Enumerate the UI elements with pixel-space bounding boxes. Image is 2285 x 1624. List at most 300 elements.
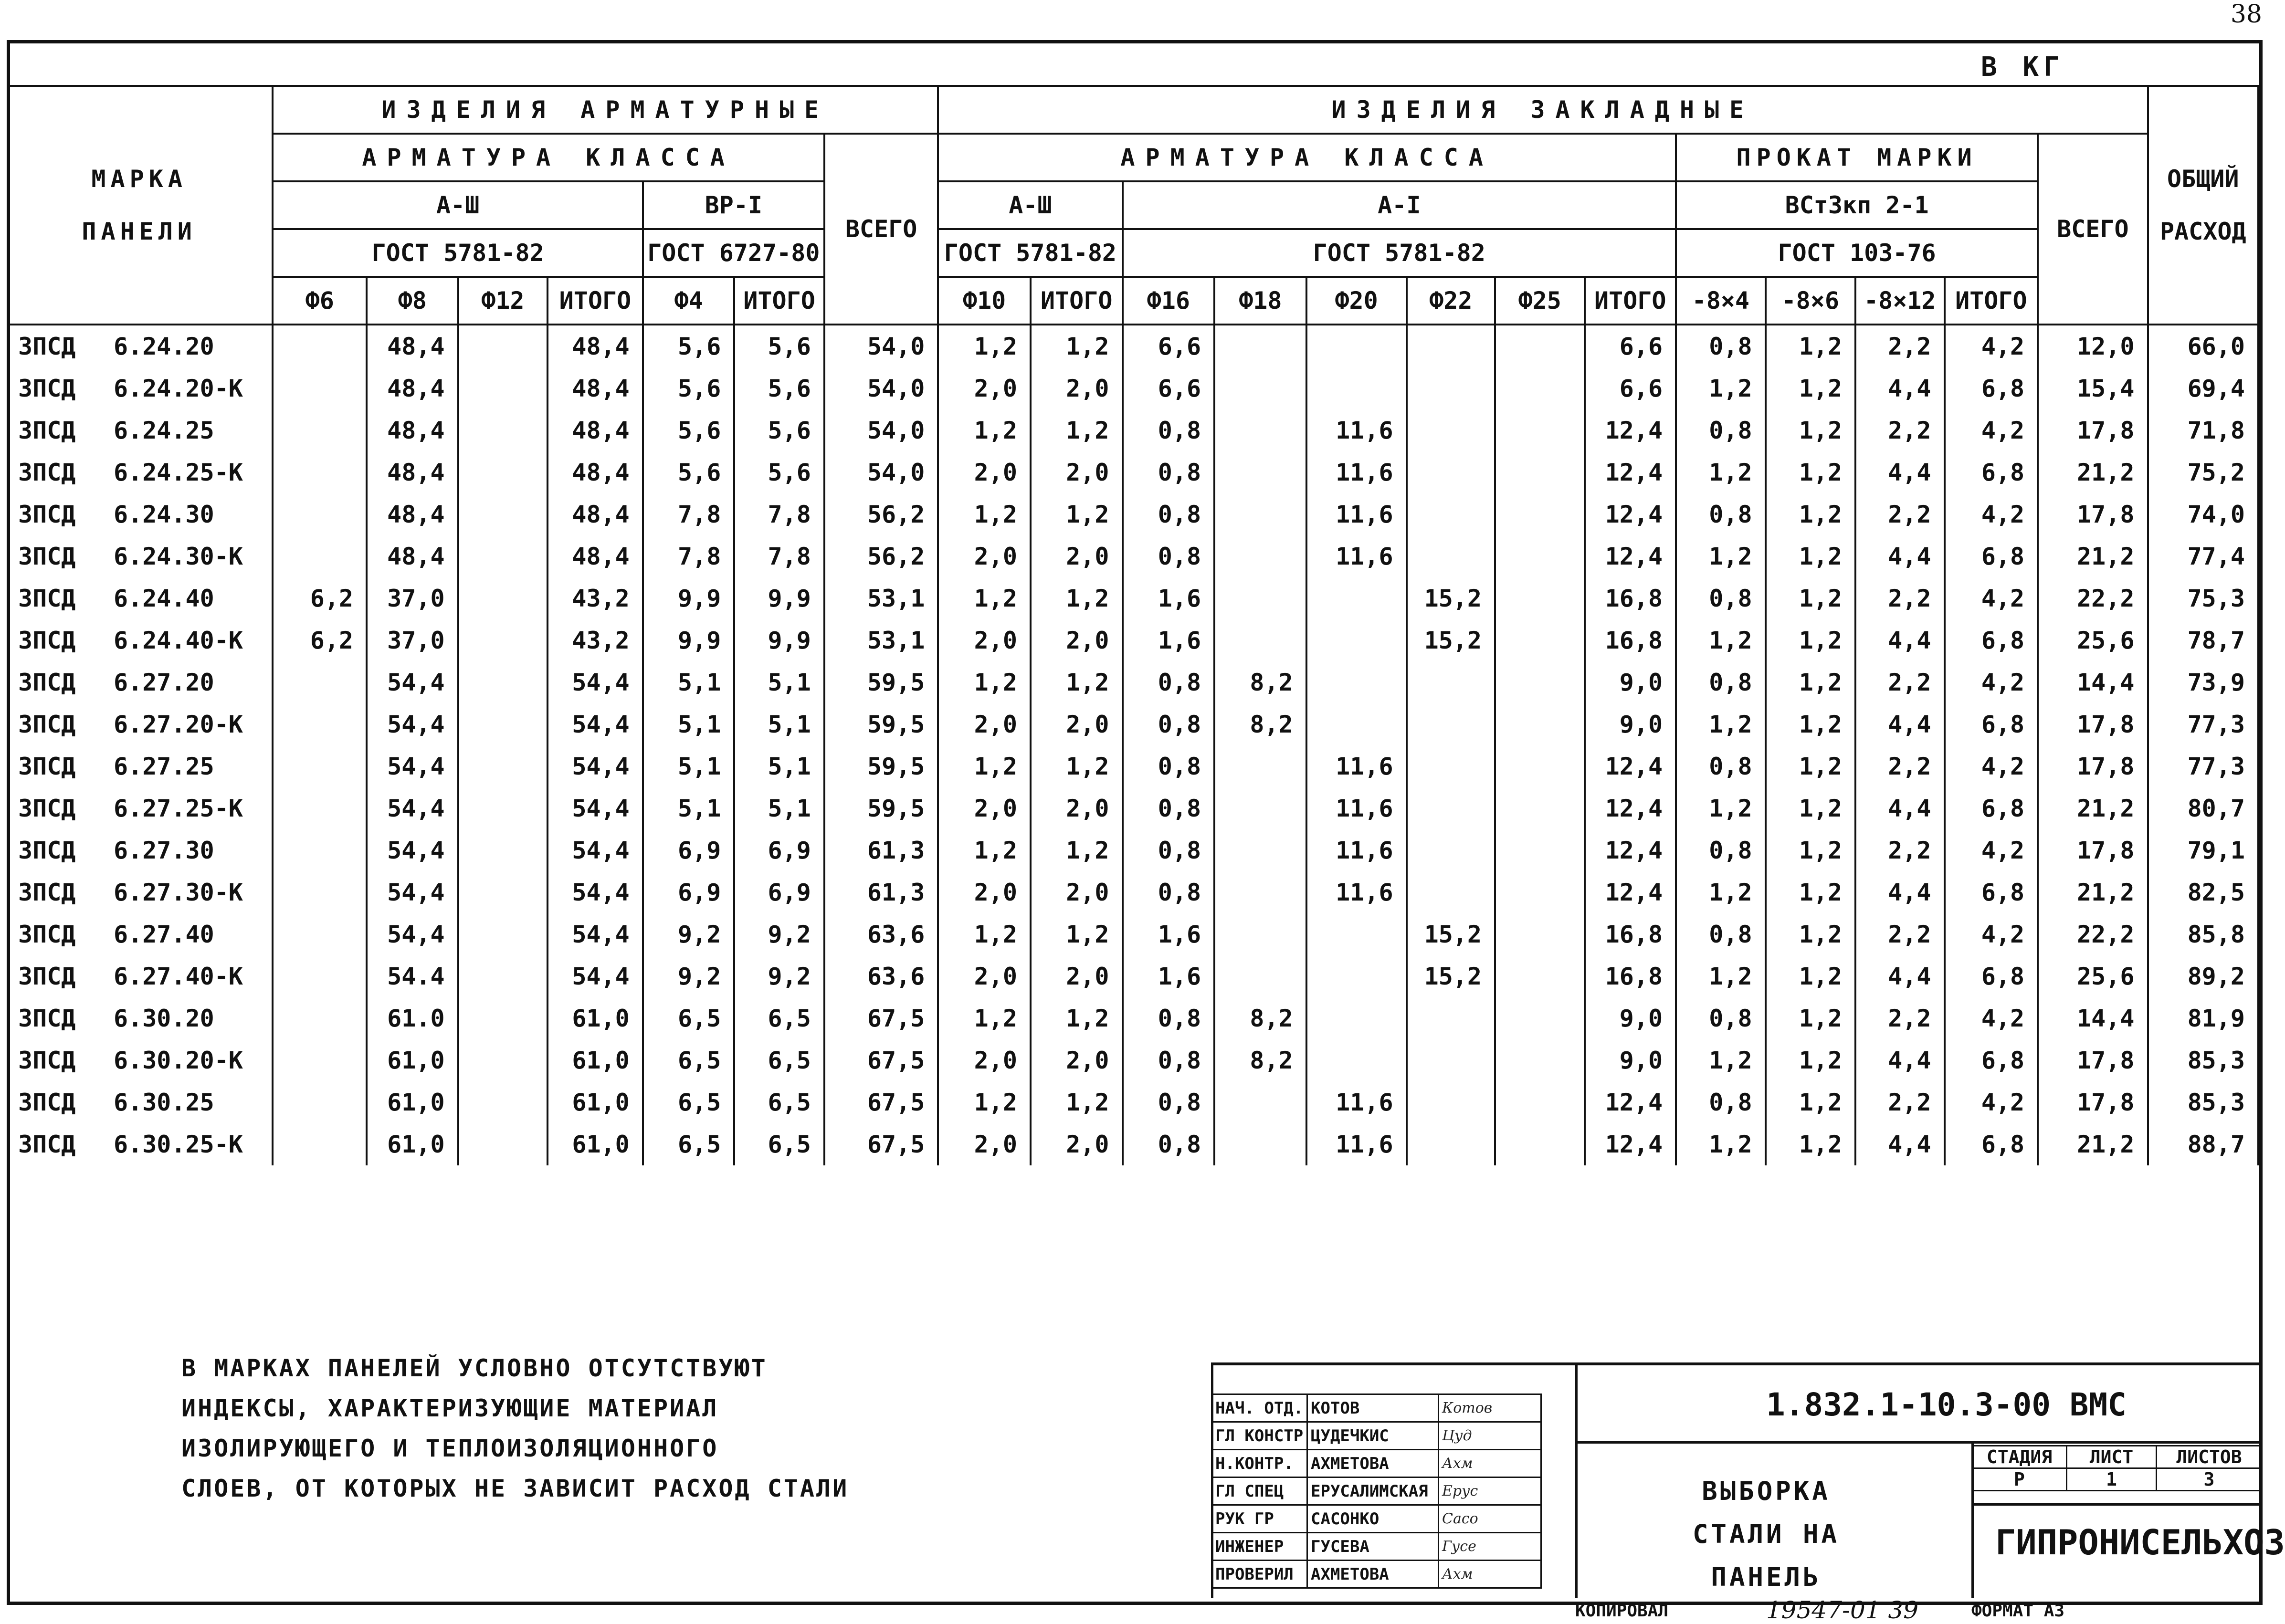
cell-value (1495, 325, 1584, 367)
cell-value (273, 997, 367, 1039)
cell-value: 9,2 (734, 955, 824, 997)
col-8x12: -8×12 (1855, 277, 1944, 325)
cell-value: 11,6 (1306, 1081, 1407, 1123)
sheet-label: ЛИСТ (2067, 1446, 2157, 1468)
table-row (7, 1123, 2258, 1165)
cell-value: 48,4 (367, 535, 458, 577)
mark-code: 6.27.40 (114, 921, 214, 948)
stage-label: СТАДИЯ (1972, 1446, 2067, 1468)
header-arm-klassa-2: АРМАТУРА КЛАССА (938, 134, 1676, 181)
cell-value: 4,4 (1855, 535, 1944, 577)
cell-value: 11,6 (1306, 451, 1407, 493)
cell-value: 48,4 (367, 325, 458, 367)
cell-value: 11,6 (1306, 787, 1407, 829)
table-row (7, 577, 2258, 619)
cell-mark (7, 787, 273, 829)
cell-value: 17,8 (2038, 703, 2148, 745)
cell-value (1407, 1123, 1495, 1165)
cell-value: 1,2 (1766, 913, 1856, 955)
cell-value: 1,2 (1766, 1081, 1856, 1123)
cell-value: 0,8 (1123, 1081, 1215, 1123)
cell-mark (7, 829, 273, 871)
cell-value: 4,2 (1945, 829, 2038, 871)
cell-value: 6,9 (643, 829, 735, 871)
table-row (7, 619, 2258, 661)
mark-code: 6.24.40 (114, 585, 214, 612)
cell-mark (7, 1123, 273, 1165)
cell-value: 17,8 (2038, 1039, 2148, 1081)
cell-value (1495, 1123, 1584, 1165)
cell-value: 6,8 (1945, 871, 2038, 913)
cell-value: 7,8 (734, 493, 824, 535)
cell-value: 12,0 (2038, 325, 2148, 367)
signature-name: АХМЕТОВА (1307, 1561, 1439, 1588)
col-itogo-a1: ИТОГО (1585, 277, 1676, 325)
sheet-value: 1 (2067, 1468, 2157, 1491)
cell-value (458, 1039, 548, 1081)
cell-value: 43,2 (548, 619, 643, 661)
mark-code: 6.30.25 (114, 1089, 214, 1116)
cell-value (1214, 325, 1306, 367)
cell-value: 1,2 (1766, 493, 1856, 535)
cell-value: 6,5 (643, 1123, 735, 1165)
cell-value: 1,2 (1031, 493, 1123, 535)
note-line: СЛОЕВ, ОТ КОТОРЫХ НЕ ЗАВИСИТ РАСХОД СТАЛИ (181, 1475, 849, 1502)
cell-value (1407, 661, 1495, 703)
cell-value (1214, 1081, 1306, 1123)
cell-value: 2,0 (1031, 619, 1123, 661)
cell-value: 6,8 (1945, 535, 2038, 577)
cell-value: 63,6 (824, 913, 938, 955)
table-row (7, 1081, 2258, 1123)
cell-value: 0,8 (1676, 829, 1765, 871)
col-itogo-bp: ИТОГО (734, 277, 824, 325)
stage-table (1971, 1445, 2263, 1491)
cell-value: 0,8 (1676, 577, 1765, 619)
mark-code: 6.30.20-К (114, 1047, 243, 1074)
cell-value: 2,0 (1031, 871, 1123, 913)
cell-value: 48,4 (548, 451, 643, 493)
cell-value: 54,4 (367, 661, 458, 703)
cell-value: 54,4 (548, 703, 643, 745)
cell-value: 61,0 (548, 997, 643, 1039)
cell-value (1214, 367, 1306, 409)
cell-value (458, 703, 548, 745)
cell-value (1407, 451, 1495, 493)
sheets-value: 3 (2157, 1468, 2262, 1491)
cell-value: 67,5 (824, 997, 938, 1039)
cell-value: 2,0 (1031, 787, 1123, 829)
note (181, 1348, 849, 1509)
cell-value: 6,8 (1945, 787, 2038, 829)
cell-value (1407, 829, 1495, 871)
cell-value: 2,2 (1855, 997, 1944, 1039)
cell-value (1306, 955, 1407, 997)
signature-sign: Котов (1439, 1394, 1541, 1422)
cell-value: 89,2 (2148, 955, 2259, 997)
cell-value (458, 871, 548, 913)
cell-value: 0,8 (1676, 913, 1765, 955)
cell-value (1495, 829, 1584, 871)
cell-value: 1,2 (1031, 409, 1123, 451)
cell-value: 1,6 (1123, 619, 1215, 661)
signature-name: ГУСЕВА (1307, 1533, 1439, 1561)
cell-value: 0,8 (1123, 493, 1215, 535)
cell-value (458, 745, 548, 787)
cell-value: 5,1 (643, 787, 735, 829)
inventory-number: 19547-01 39 (1766, 1596, 1919, 1624)
cell-value: 0,8 (1676, 997, 1765, 1039)
cell-value (1495, 493, 1584, 535)
mark-series: 3ПСД (18, 375, 76, 402)
mark-series: 3ПСД (18, 711, 76, 738)
cell-value (1214, 787, 1306, 829)
table-row (7, 745, 2258, 787)
stamp-hline-1 (1575, 1441, 2259, 1444)
signature-role: ИНЖЕНЕР (1212, 1533, 1307, 1561)
cell-value: 6,5 (734, 1039, 824, 1081)
cell-value (273, 745, 367, 787)
cell-value: 1,2 (1031, 913, 1123, 955)
cell-value: 4,4 (1855, 871, 1944, 913)
organization: ГИПРОНИСЕЛЬХОЗ (1995, 1522, 2285, 1562)
col-header-obshchiy: ОБЩИЙ РАСХОД (2148, 86, 2259, 325)
cell-value: 22,2 (2038, 913, 2148, 955)
cell-value (458, 1123, 548, 1165)
cell-value: 67,5 (824, 1039, 938, 1081)
header-vst: ВСт3кп 2-1 (1676, 181, 2038, 229)
cell-mark (7, 493, 273, 535)
cell-value: 77,4 (2148, 535, 2259, 577)
col-itogo-prokat: ИТОГО (1945, 277, 2038, 325)
stage-value: Р (1972, 1468, 2067, 1491)
cell-value (1407, 493, 1495, 535)
cell-value (273, 913, 367, 955)
mark-code: 6.24.25-К (114, 459, 243, 486)
mark-series: 3ПСД (18, 669, 76, 696)
mark-series: 3ПСД (18, 627, 76, 654)
cell-value (458, 1081, 548, 1123)
cell-value: 61,0 (548, 1039, 643, 1081)
table-row (7, 409, 2258, 451)
cell-value: 1,2 (938, 1081, 1031, 1123)
note-line: ИЗОЛИРУЮЩЕГО И ТЕПЛОИЗОЛЯЦИОННОГО (181, 1435, 719, 1462)
cell-value: 54,4 (367, 787, 458, 829)
header-bp1: ВР-I (643, 181, 824, 229)
gost-6727: ГОСТ 6727-80 (643, 229, 824, 277)
note-line: ИНДЕКСЫ, ХАРАКТЕРИЗУЮЩИЕ МАТЕРИАЛ (181, 1394, 719, 1422)
cell-value: 48,4 (548, 325, 643, 367)
cell-value: 11,6 (1306, 829, 1407, 871)
cell-value: 12,4 (1585, 787, 1676, 829)
cell-value: 0,8 (1123, 1039, 1215, 1081)
cell-value: 2,0 (1031, 367, 1123, 409)
mark-series: 3ПСД (18, 879, 76, 906)
header-izdelia-zakl: ИЗДЕЛИЯ ЗАКЛАДНЫЕ (938, 86, 2148, 134)
cell-value: 16,8 (1585, 913, 1676, 955)
cell-value: 9,9 (643, 619, 735, 661)
cell-value: 5,6 (643, 451, 735, 493)
cell-value (1214, 493, 1306, 535)
cell-value: 9,0 (1585, 703, 1676, 745)
cell-value: 14,4 (2038, 661, 2148, 703)
cell-value: 0,8 (1123, 661, 1215, 703)
mark-series: 3ПСД (18, 1131, 76, 1158)
cell-value: 0,8 (1676, 325, 1765, 367)
mark-series: 3ПСД (18, 753, 76, 780)
cell-value: 1,2 (1766, 1123, 1856, 1165)
cell-value (1407, 871, 1495, 913)
cell-value: 61,3 (824, 871, 938, 913)
col-8x4: -8×4 (1676, 277, 1765, 325)
mark-series: 3ПСД (18, 501, 76, 528)
cell-mark (7, 535, 273, 577)
cell-value: 48,4 (548, 535, 643, 577)
cell-value: 6,9 (734, 829, 824, 871)
header-izdelia-arm: ИЗДЕЛИЯ АРМАТУРНЫЕ (273, 86, 938, 134)
signature-sign: Ахм (1439, 1450, 1541, 1477)
cell-value (1495, 577, 1584, 619)
cell-value: 2,2 (1855, 493, 1944, 535)
steel-table (7, 85, 2259, 1165)
signature-row (1212, 1561, 1541, 1588)
cell-mark (7, 703, 273, 745)
cell-value: 2,2 (1855, 577, 1944, 619)
cell-value: 6,6 (1585, 325, 1676, 367)
cell-value: 61,0 (367, 1039, 458, 1081)
cell-value (273, 1039, 367, 1081)
cell-value: 0,8 (1123, 703, 1215, 745)
cell-value: 4,2 (1945, 661, 2038, 703)
cell-value: 6,9 (643, 871, 735, 913)
mark-series: 3ПСД (18, 543, 76, 570)
cell-value: 1,2 (1766, 451, 1856, 493)
cell-value: 5,6 (643, 325, 735, 367)
stamp-hline-2 (1971, 1503, 2259, 1506)
cell-value: 21,2 (2038, 871, 2148, 913)
cell-value (1214, 829, 1306, 871)
cell-value: 54,0 (824, 451, 938, 493)
cell-value (1306, 325, 1407, 367)
cell-value: 2,2 (1855, 1081, 1944, 1123)
cell-value: 9,2 (734, 913, 824, 955)
cell-value (1495, 451, 1584, 493)
cell-value: 1,2 (938, 325, 1031, 367)
mark-series: 3ПСД (18, 963, 76, 990)
cell-value (273, 1123, 367, 1165)
cell-value: 6,8 (1945, 619, 2038, 661)
cell-value: 1,2 (1766, 745, 1856, 787)
cell-value: 54,4 (367, 871, 458, 913)
table-row (7, 451, 2258, 493)
cell-value: 56,2 (824, 535, 938, 577)
cell-value: 48,4 (367, 409, 458, 451)
cell-value: 1,2 (1766, 325, 1856, 367)
cell-value: 4,4 (1855, 1123, 1944, 1165)
cell-value: 48,4 (548, 409, 643, 451)
cell-value: 5,6 (643, 367, 735, 409)
cell-value: 71,8 (2148, 409, 2259, 451)
mark-code: 6.27.20-К (114, 711, 243, 738)
cell-value: 4,4 (1855, 1039, 1944, 1081)
cell-value: 15,2 (1407, 577, 1495, 619)
signature-row (1212, 1394, 1541, 1422)
cell-value: 1,2 (1031, 325, 1123, 367)
cell-value (1214, 535, 1306, 577)
cell-value: 56,2 (824, 493, 938, 535)
cell-value: 12,4 (1585, 745, 1676, 787)
cell-value: 9,2 (643, 955, 735, 997)
cell-mark (7, 913, 273, 955)
header-vsego-2: ВСЕГО (2038, 134, 2148, 325)
mark-series: 3ПСД (18, 459, 76, 486)
cell-value: 54,4 (548, 661, 643, 703)
cell-value: 6,5 (734, 1081, 824, 1123)
cell-mark (7, 871, 273, 913)
cell-value: 0,8 (1123, 787, 1215, 829)
cell-mark (7, 955, 273, 997)
cell-value: 75,3 (2148, 577, 2259, 619)
mark-code: 6.27.25 (114, 753, 214, 780)
cell-value: 59,5 (824, 787, 938, 829)
mark-series: 3ПСД (18, 795, 76, 822)
doc-code: 1.832.1-10.3-00 ВМС (1766, 1386, 2127, 1423)
cell-value (1495, 535, 1584, 577)
signature-sign: Сасо (1439, 1505, 1541, 1533)
cell-value (1495, 367, 1584, 409)
mark-code: 6.27.30 (114, 837, 214, 864)
cell-value: 2,2 (1855, 913, 1944, 955)
cell-value: 1,2 (1766, 955, 1856, 997)
unit-label: В КГ (1981, 52, 2064, 83)
cell-value: 37,0 (367, 577, 458, 619)
cell-value: 25,6 (2038, 619, 2148, 661)
cell-value: 4,2 (1945, 997, 2038, 1039)
cell-value (458, 325, 548, 367)
cell-value: 4,4 (1855, 451, 1944, 493)
stamp-divider (1575, 1362, 1578, 1598)
col-f8: Ф8 (367, 277, 458, 325)
drawing-title (1632, 1470, 1900, 1599)
cell-value: 1,2 (1766, 997, 1856, 1039)
table-row (7, 325, 2258, 367)
cell-value: 59,5 (824, 661, 938, 703)
cell-mark (7, 661, 273, 703)
cell-value: 21,2 (2038, 787, 2148, 829)
cell-value: 6,5 (643, 1081, 735, 1123)
format: ФОРМАТ А3 (1971, 1601, 2065, 1621)
cell-value: 2,0 (938, 703, 1031, 745)
header-arm-klassa-1: АРМАТУРА КЛАССА (273, 134, 824, 181)
cell-value: 14,4 (2038, 997, 2148, 1039)
cell-value (1495, 409, 1584, 451)
cell-value: 61,0 (367, 1123, 458, 1165)
mark-code: 6.30.25-К (114, 1131, 243, 1158)
table-row (7, 913, 2258, 955)
cell-value: 54,0 (824, 409, 938, 451)
cell-value: 79,1 (2148, 829, 2259, 871)
sheets-label: ЛИСТОВ (2157, 1446, 2262, 1468)
cell-value (1407, 997, 1495, 1039)
table-row (7, 493, 2258, 535)
cell-value (1306, 1039, 1407, 1081)
cell-value: 1,2 (938, 829, 1031, 871)
cell-value (1306, 661, 1407, 703)
cell-value: 6,5 (643, 997, 735, 1039)
cell-value: 12,4 (1585, 1081, 1676, 1123)
cell-value (1214, 871, 1306, 913)
cell-value: 12,4 (1585, 409, 1676, 451)
cell-value: 53,1 (824, 577, 938, 619)
cell-value: 15,2 (1407, 913, 1495, 955)
cell-value: 4,4 (1855, 367, 1944, 409)
copied-by: КОПИРОВАЛ (1575, 1601, 1669, 1621)
signature-role: ПРОВЕРИЛ (1212, 1561, 1307, 1588)
cell-value: 12,4 (1585, 493, 1676, 535)
cell-value: 1,2 (1676, 1123, 1765, 1165)
cell-value: 1,6 (1123, 913, 1215, 955)
cell-value: 54,4 (548, 913, 643, 955)
cell-value (1495, 955, 1584, 997)
table-row (7, 829, 2258, 871)
cell-value: 2,0 (938, 367, 1031, 409)
mark-series: 3ПСД (18, 1005, 76, 1032)
cell-value (1306, 367, 1407, 409)
cell-value: 11,6 (1306, 1123, 1407, 1165)
cell-value (1214, 1123, 1306, 1165)
cell-value: 0,8 (1676, 661, 1765, 703)
cell-value: 2,0 (938, 619, 1031, 661)
cell-value: 8,2 (1214, 997, 1306, 1039)
gost-103: ГОСТ 103-76 (1676, 229, 2038, 277)
cell-value (458, 997, 548, 1039)
cell-value (1306, 913, 1407, 955)
cell-value: 0,8 (1676, 493, 1765, 535)
cell-value: 4,4 (1855, 787, 1944, 829)
cell-value: 8,2 (1214, 661, 1306, 703)
cell-value (458, 409, 548, 451)
col-f18: Ф18 (1214, 277, 1306, 325)
cell-value: 8,2 (1214, 1039, 1306, 1081)
cell-value: 2,0 (938, 535, 1031, 577)
cell-value: 54,4 (367, 703, 458, 745)
cell-value: 8,2 (1214, 703, 1306, 745)
cell-value: 48,4 (548, 493, 643, 535)
cell-value (1214, 619, 1306, 661)
cell-mark (7, 1039, 273, 1081)
cell-value (1495, 619, 1584, 661)
cell-value (1407, 367, 1495, 409)
cell-value: 9,9 (643, 577, 735, 619)
cell-value: 1,2 (1766, 619, 1856, 661)
cell-value (1495, 1039, 1584, 1081)
col-f22: Ф22 (1407, 277, 1495, 325)
cell-value: 6,6 (1123, 367, 1215, 409)
cell-value (458, 955, 548, 997)
mark-code: 6.24.20 (114, 333, 214, 360)
cell-mark (7, 745, 273, 787)
cell-value: 25,6 (2038, 955, 2148, 997)
cell-value: 75,2 (2148, 451, 2259, 493)
cell-value (1495, 1081, 1584, 1123)
cell-value: 54,0 (824, 367, 938, 409)
cell-value (273, 829, 367, 871)
cell-value: 85,3 (2148, 1039, 2259, 1081)
cell-value (458, 535, 548, 577)
cell-value (1306, 577, 1407, 619)
cell-value: 15,2 (1407, 619, 1495, 661)
cell-value: 2,0 (938, 1039, 1031, 1081)
